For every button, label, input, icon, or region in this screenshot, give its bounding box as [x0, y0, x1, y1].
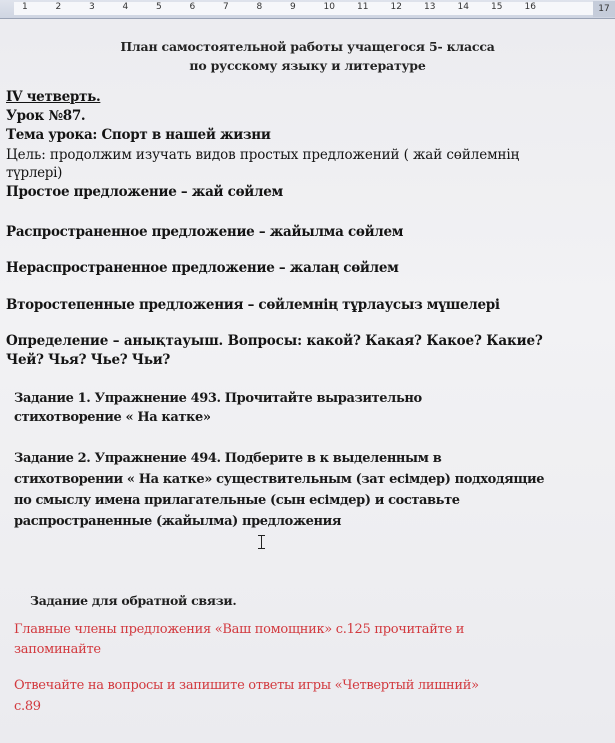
- task2-text-line2: стихотворении « На катке» существительным (зат есімдер) подходящие: [14, 472, 545, 487]
- feedback-item1-cont: запоминайте: [14, 642, 101, 657]
- task2-text-line3: по смыслу имена прилагательные (сын есімдер) и составьте: [14, 493, 460, 508]
- lesson-topic: [6, 127, 271, 143]
- ruler-tick: 1: [22, 2, 28, 12]
- task2-text: Задание 2. Упражнение 494. Подберите в к выделенным в: [14, 451, 442, 466]
- ruler-tick: 4: [122, 2, 129, 12]
- ruler-tick: 9: [290, 2, 296, 12]
- ruler-tick: 16: [524, 2, 536, 12]
- feedback-item2: Отвечайте на вопросы и запишите ответы игры «Четвертый лишний»: [14, 678, 479, 693]
- task2-text-line4: распространенные (жайылма) предложения: [14, 514, 342, 529]
- quarter-heading: IV четверть.: [6, 89, 101, 105]
- task1-text-cont: стихотворение « На катке»: [14, 410, 211, 425]
- ruler-tick: 5: [156, 2, 162, 12]
- ruler-tick: 10: [323, 2, 335, 12]
- ruler-tick: 13: [424, 2, 436, 12]
- document-page[interactable]: [0, 19, 615, 743]
- feedback-item2-cont: с.89: [14, 699, 41, 714]
- topic-value: Спорт в нашей жизни: [101, 127, 271, 143]
- nonextended-sentence-term: Нераспространенное предложение – жалаң сөйлем: [6, 260, 399, 276]
- text-cursor-ibeam: [261, 535, 262, 549]
- ruler-tick: 7: [223, 2, 229, 12]
- ruler-tick: 15: [491, 2, 503, 12]
- ruler-tick: 3: [89, 2, 95, 12]
- ruler-tick: 2: [55, 2, 62, 12]
- topic-label: Тема урока:: [6, 127, 102, 143]
- horizontal-ruler[interactable]: [0, 0, 615, 19]
- ruler-tick: 14: [457, 2, 469, 12]
- lesson-number: Урок №87.: [6, 108, 86, 124]
- plan-subtitle: по русскому языку и литературе: [189, 58, 426, 73]
- lesson-goal-cont: түрлері): [6, 165, 63, 181]
- extended-sentence-term: Распространенное предложение – жайылма сөйлем: [6, 224, 404, 240]
- simple-sentence-term: Простое предложение – жай сөйлем: [6, 184, 283, 200]
- ruler-tick: 8: [256, 2, 263, 12]
- definition-questions: Чей? Чья? Чье? Чьи?: [6, 352, 171, 368]
- lesson-goal: Цель: продолжим изучать видов простых предложений ( жай сөйлемнің: [6, 147, 520, 163]
- definition-term: Определение – анықтауыш. Вопросы: какой? Какая? Какое? Какие?: [6, 333, 543, 349]
- task1-text: Задание 1. Упражнение 493. Прочитайте выразительно: [14, 391, 422, 406]
- feedback-item1: Главные члены предложения «Ваш помощник» с.125 прочитайте и: [14, 622, 465, 637]
- secondary-members-term: Второстепенные предложения – сөйлемнің тұрлаусыз мүшелері: [6, 297, 500, 313]
- feedback-task-title: Задание для обратной связи.: [30, 593, 237, 608]
- ruler-end-tick: 17: [593, 1, 615, 17]
- ruler-tick: 12: [390, 2, 402, 12]
- ruler-tick: 6: [189, 2, 196, 12]
- ruler-tick: 11: [357, 2, 369, 12]
- ruler-ticks: [22, 2, 558, 12]
- plan-title: План самостоятельной работы учащегося 5- класса: [120, 39, 495, 54]
